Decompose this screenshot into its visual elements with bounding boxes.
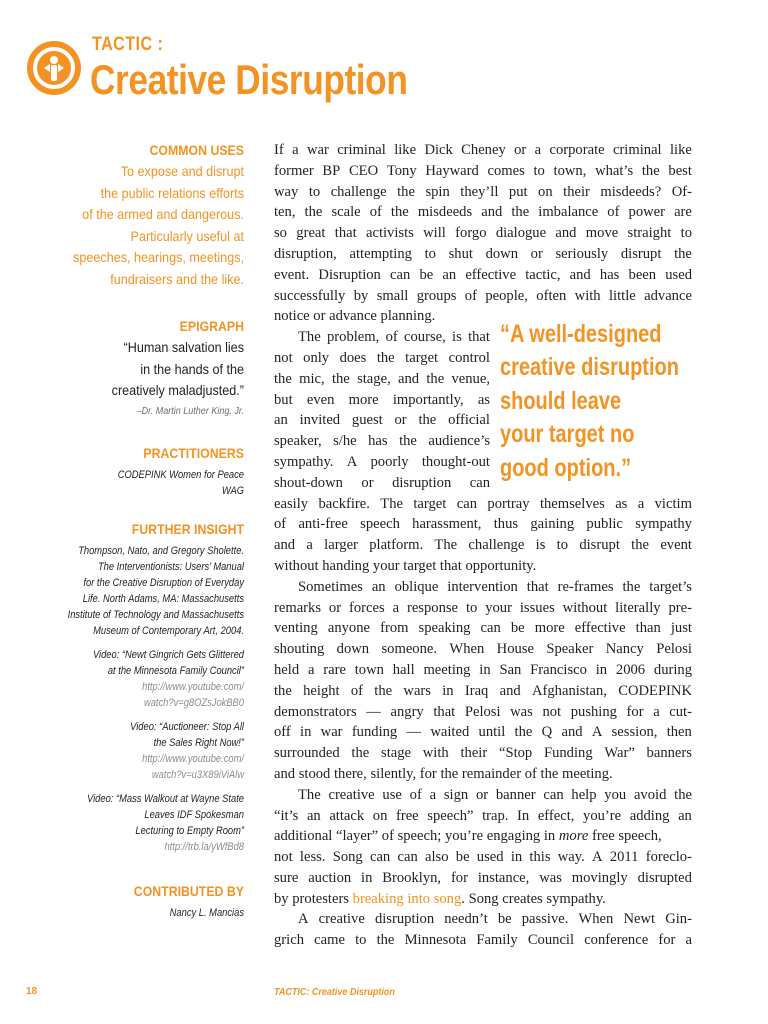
body-line: The problem, of course, is that <box>298 329 490 346</box>
video-2-title <box>20 719 244 751</box>
body-line: shouting down someone. When House Speaker Nancy Pelosi <box>274 641 692 658</box>
body-line: additional “layer” of speech; you’re engaging in more free speech, <box>274 826 692 847</box>
text-line: of the armed and dangerous. <box>82 206 244 222</box>
epigraph-attribution: –Dr. Martin Luther King, Jr. <box>136 405 244 417</box>
body-line: and a larger platform. The challenge is to disrupt the event <box>274 537 692 554</box>
text-line: fundraisers and the like. <box>110 270 244 287</box>
body-line: former BP CEO Tony Hayward comes to town, what’s the best <box>274 162 692 179</box>
link-line[interactable]: watch?v=u3X89iViAlw <box>151 768 244 781</box>
body-line: notice or advance planning. <box>274 308 436 325</box>
link-line[interactable]: http://www.youtube.com/ <box>142 680 244 693</box>
body-line: and stood there, silently, for the remainder of the meeting. <box>274 765 613 782</box>
video-3-title <box>20 791 244 839</box>
body-line: held a rare town hall meeting in San Francisco in 2006 during <box>274 661 692 678</box>
pull-quote-line: good option.” <box>500 453 632 482</box>
body-line: disruption, attempting to shut down or seriously disrupt the <box>274 245 692 262</box>
body-line: surrounded the stage with their “Stop Funding War” banners <box>274 745 692 762</box>
link-line[interactable]: watch?v=g8OZsJokBB0 <box>143 696 244 709</box>
text-line: Thompson, Nato, and Gregory Sholette. <box>78 544 244 557</box>
body-line: without handing your target that opportunity. <box>274 557 537 574</box>
video-1-title <box>20 647 244 679</box>
body-line: not less. Song can can also be used in this way. A 2011 foreclo- <box>274 849 692 866</box>
page-header <box>26 28 746 108</box>
body-line: The creative use of a sign or banner can help you avoid the <box>298 786 692 803</box>
paragraph-1 <box>274 140 692 327</box>
contributor-name <box>20 905 244 921</box>
link-line[interactable]: http://trb.la/yWfBd8 <box>164 840 244 853</box>
tactic-label: TACTIC : <box>92 34 164 55</box>
practitioners-list <box>20 467 244 499</box>
link-line[interactable]: http://www.youtube.com/ <box>142 752 244 765</box>
common-uses-text <box>20 161 244 290</box>
text-line: Video: “Mass Walkout at Wayne State <box>87 792 244 805</box>
text-line: WAG <box>221 484 244 497</box>
body-line: Sometimes an oblique intervention that re-frames the target’s <box>298 578 692 595</box>
body-line: off in war funding — waited until the Q and A session, then <box>274 724 692 741</box>
page-number: 18 <box>26 986 38 997</box>
body-line: an invited guest or the official <box>274 412 490 429</box>
pull-quote-line: “A well-designed <box>500 320 662 348</box>
text-line: Particularly useful at <box>130 227 244 244</box>
text-line: in the hands of the <box>140 360 244 377</box>
text-line: Video: “Auctioneer: Stop All <box>130 720 244 733</box>
body-line: way to challenge the spin they’ll put on their misdeeds? Of- <box>274 183 692 200</box>
paragraph-4 <box>274 785 692 910</box>
pull-quote-line: your target no <box>500 420 635 449</box>
emphasis-more: more <box>558 828 589 845</box>
body-line: demonstrators — angry that Pelosi was not pushing for a cut- <box>274 703 692 720</box>
breaking-into-song-link[interactable]: breaking into song <box>352 890 462 907</box>
page-title: Creative Disruption <box>90 56 408 103</box>
text-line: creatively maladjusted.” <box>111 382 244 398</box>
body-line: shout-down or disruption can <box>274 474 490 491</box>
body-line: by protesters breaking into song . Song creates sympathy. <box>274 889 692 910</box>
body-line: so great that activists will forgo dialogue and move straight to <box>274 225 692 242</box>
tactic-logo-icon <box>26 40 82 96</box>
text-line: Video: “Newt Gingrich Gets Glittered <box>92 648 244 661</box>
body-line: remarks or forces a response to your issues without literally pre- <box>274 599 692 616</box>
text-line: To expose and disrupt <box>120 163 244 179</box>
paragraph-3 <box>274 577 692 785</box>
body-line: sure auction in Brooklyn, for instance, was movingly disrupted <box>274 869 692 886</box>
body-line: ten, the scale of the misdeeds and the imbalance of power are <box>274 204 692 221</box>
body-line: sympathy. A poorly thought-out <box>274 453 490 470</box>
text-line: “Human salvation lies <box>123 339 244 355</box>
text-line: Nancy L. Mancias <box>169 906 244 919</box>
body-line: grich came to the Minnesota Family Council conference for a <box>274 932 692 949</box>
text-line: Institute of Technology and Massachusetts <box>67 608 244 621</box>
article-body <box>274 140 692 951</box>
body-line: the height of the wars in Iraq and Afghanistan, CODEPINK <box>274 682 692 699</box>
text-line: Museum of Contemporary Art, 2004. <box>93 624 244 637</box>
paragraph-2-narrow <box>274 327 692 493</box>
paragraph-2-wide <box>274 494 692 577</box>
body-line: speaker, s/he has the audience’s <box>274 433 490 450</box>
pull-quote-line: creative disruption <box>500 353 679 382</box>
video-1-link[interactable] <box>20 679 244 711</box>
body-line: easily backfire. The target can portray themselves as a victim <box>274 495 692 512</box>
contributed-by-heading: CONTRIBUTED BY <box>133 882 244 899</box>
text-line: CODEPINK Women for Peace <box>117 468 244 481</box>
text-line: for the Creative Disruption of Everyday <box>83 576 244 589</box>
body-line: of anti-free speech harassment, thus gaining public sympathy <box>274 516 692 533</box>
body-line: but even more importantly, as <box>274 391 490 408</box>
book-citation <box>20 543 244 639</box>
practitioners-heading: PRACTITIONERS <box>143 444 244 461</box>
epigraph-quote <box>20 337 244 402</box>
text-line: the Sales Right Now!” <box>153 736 244 749</box>
body-line: not only does the target control <box>274 349 490 366</box>
text-line: Lecturing to Empty Room” <box>135 824 244 837</box>
video-3-link[interactable] <box>20 839 244 855</box>
paragraph-5 <box>274 909 692 951</box>
text-line: Life. North Adams, MA: Massachusetts <box>82 592 245 605</box>
pull-quote-line: should leave <box>500 386 622 415</box>
body-line: event. Disruption can be an effective tactic, and has been used <box>274 266 692 283</box>
text-line: speeches, hearings, meetings, <box>73 249 244 265</box>
text-line: the public relations efforts <box>100 184 244 201</box>
running-title: TACTIC: Creative Disruption <box>274 987 395 998</box>
body-line: successfully by small groups of people, often with little advance <box>274 287 692 304</box>
body-line: A creative disruption needn’t be passive. When Newt Gin- <box>298 911 692 928</box>
epigraph-heading: EPIGRAPH <box>179 318 244 334</box>
body-line: “it’s an attack on free speech” trap. In effect, you’re adding an <box>274 807 692 824</box>
text-line: at the Minnesota Family Council” <box>107 664 244 677</box>
sidebar <box>20 142 244 921</box>
body-line: venting anyone from speaking can be more effective than just <box>274 620 692 637</box>
common-uses-heading: COMMON USES <box>149 142 244 158</box>
text-line: The Interventionists: Users’ Manual <box>97 560 244 573</box>
further-insight-heading: FURTHER INSIGHT <box>131 520 244 537</box>
body-line: the mic, the stage, and the venue, <box>274 370 490 387</box>
text-line: Leaves IDF Spokesman <box>144 808 244 821</box>
body-line: If a war criminal like Dick Cheney or a corporate criminal like <box>274 142 692 158</box>
video-2-link[interactable] <box>20 751 244 783</box>
